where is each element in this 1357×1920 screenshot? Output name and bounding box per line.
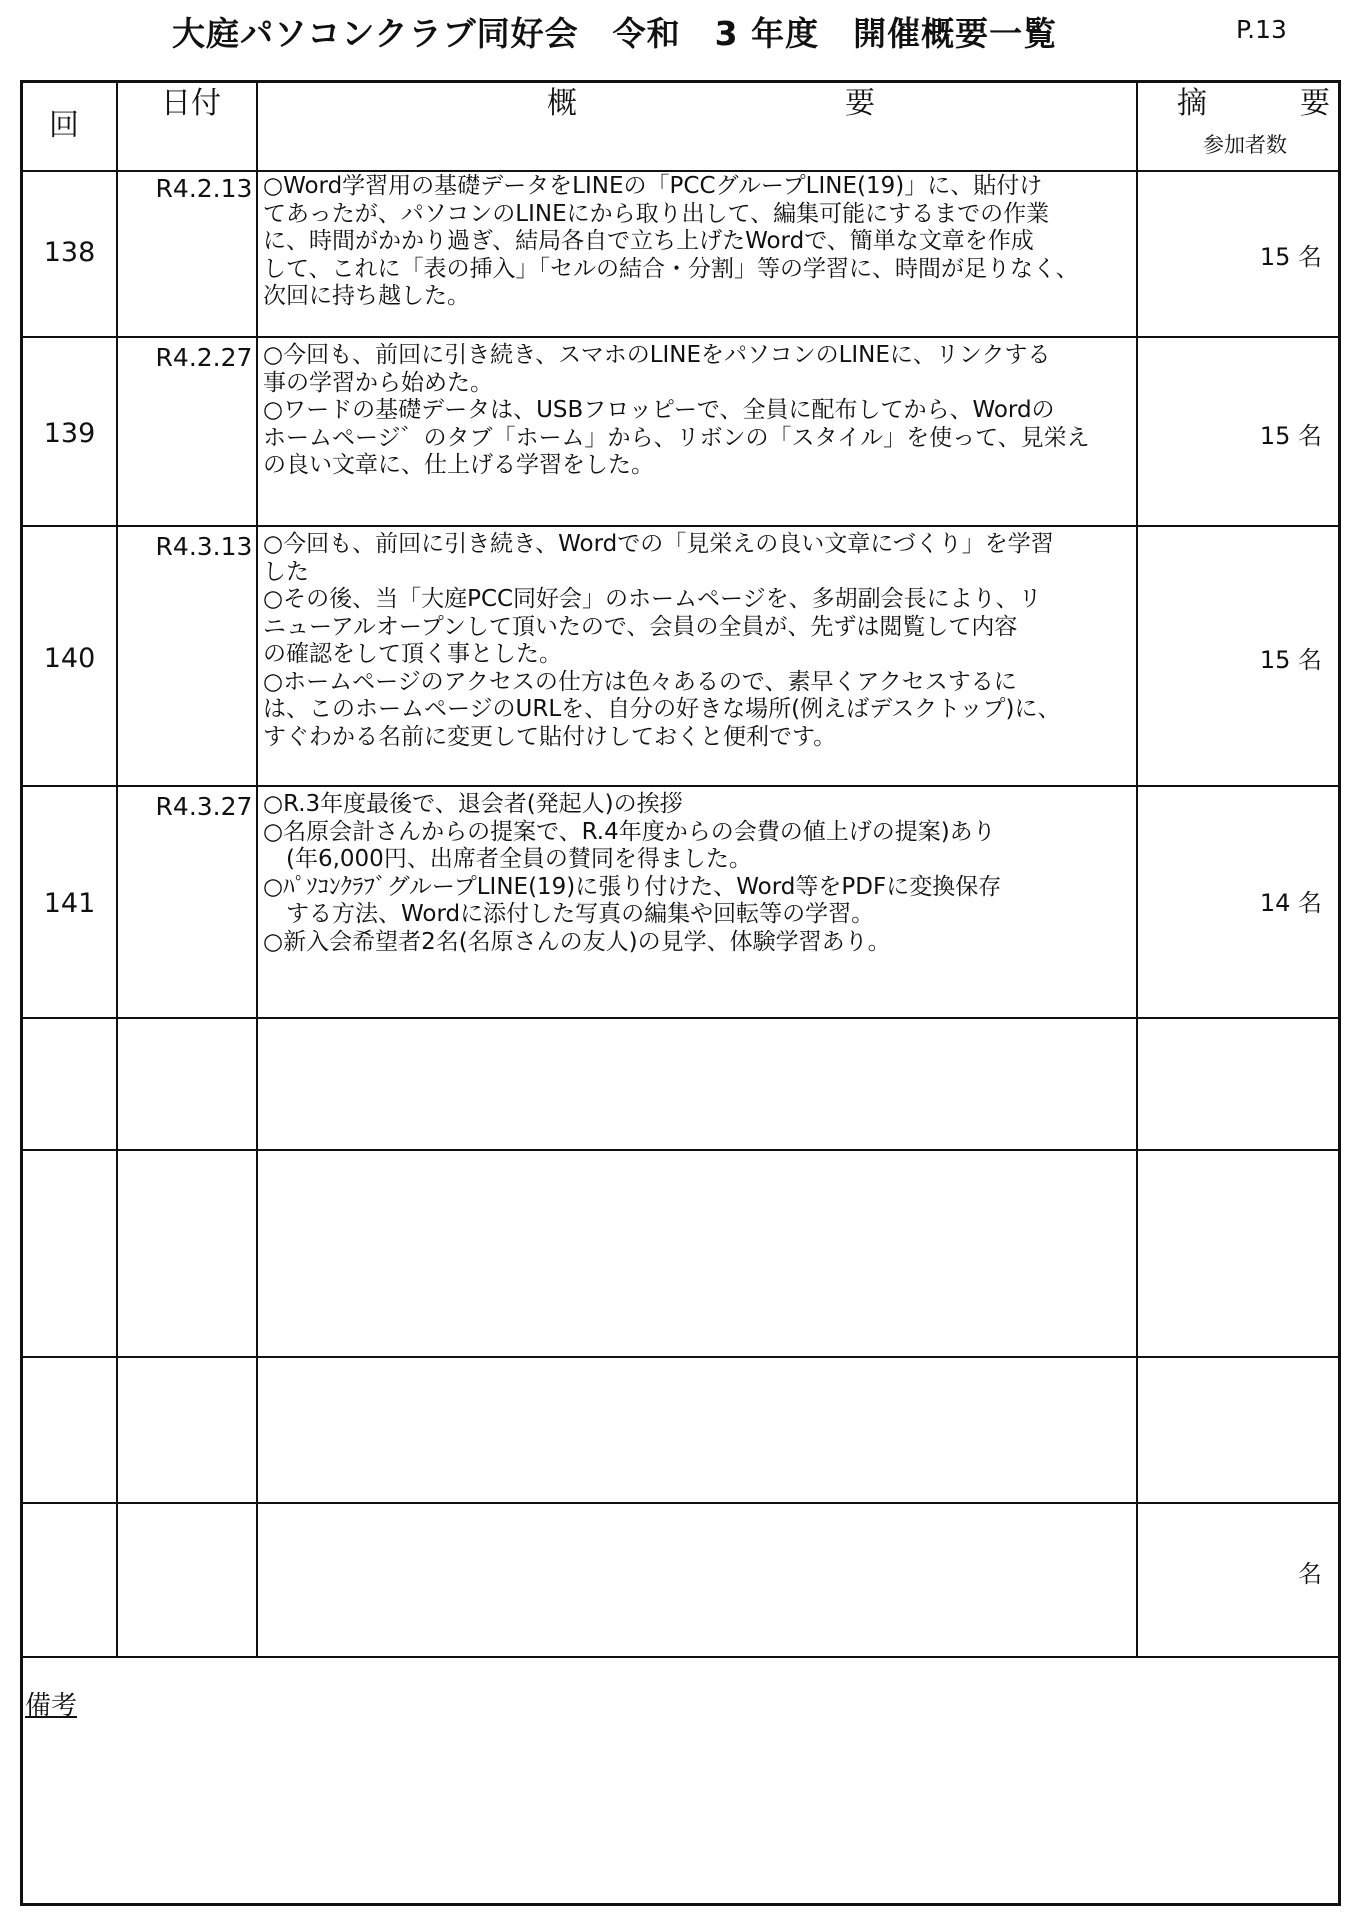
column-header-summary: 概: [547, 86, 577, 121]
page-number: P.13: [1236, 15, 1287, 44]
row-number: 141: [43, 888, 96, 919]
row-summary: ○R.3年度最後で、退会者(発起人)の挨拶 ○名原会計さんからの提案で、R.4年度からの会費の値上げの提案)あり (年6,000円、出席者全員の賛同を得ました。 ○ﾊﾟｿｺﾝｸﾗﾌﾞグループLINE(19)に張り付けた、Word等をPDFに変換保存 する方法、Wordに添付した写真の編集や回転等の学習。 ○新入会希望者2名(名原さんの友人)の見学、体験学習あり。: [263, 791, 1002, 955]
row-divider: [23, 1356, 1338, 1358]
row-attendance: 15 名: [1259, 646, 1322, 674]
row-number: 138: [43, 237, 96, 268]
row-summary: ○今回も、前回に引き続き、スマホのLINEをパソコンのLINEに、リンクする 事の学習から始めた。 ○ワードの基礎データは、USBフロッピーで、全員に配布してから、Wordの ホームページ゛のタブ「ホーム」から、リボンの「スタイル」を使って、見栄え の良い文章に、仕上げる学習をした。: [263, 342, 1090, 478]
row-divider: [23, 785, 1338, 787]
row-date: R4.2.27: [155, 343, 253, 372]
row-number: 139: [43, 418, 96, 449]
row-divider: [23, 525, 1338, 527]
row-divider: [23, 336, 1338, 338]
row-divider: [23, 1149, 1338, 1151]
column-divider: [116, 83, 118, 1656]
row-attendance-unit: 名: [1298, 1560, 1322, 1588]
column-header-remarks: 要: [1300, 86, 1330, 121]
column-divider: [256, 83, 258, 1656]
row-number: 140: [43, 643, 96, 674]
row-summary: ○Word学習用の基礎データをLINEの「PCCグループLINE(19)」に、貼付け てあったが、パソコンのLINEにから取り出して、編集可能にするまでの作業 に、時間がかかり過ぎ、結局各自で立ち上げたWordで、簡単な文章を作成 して、これに「表の挿入」「セルの結合・分割」等の学習に、時間が足りなく、 次回に持ち越した。: [263, 173, 1079, 309]
row-date: R4.2.13: [155, 174, 253, 203]
row-summary: ○今回も、前回に引き続き、Wordでの「見栄えの良い文章にづくり」を学習 した ○その後、当「大庭PCC同好会」のホームページを、多胡副会長により、リ ニューアルオープンして頂いたので、会員の全員が、先ずは閲覧して内容 の確認をして頂く事とした。 ○ホームページのアクセスの仕方は色々あるので、素早くアクセスするに は、このホームページのURLを、自分の好きな場所(例えばデスクトップ)に、 すぐわかる名前に変更して貼付けしておくと便利です。: [263, 531, 1061, 750]
document-title: 大庭パソコンクラブ同好会 令和 3 年度 開催概要一覧: [172, 14, 1058, 53]
row-attendance: 15 名: [1259, 243, 1322, 271]
column-header-summary: 要: [845, 86, 875, 121]
header-divider: [23, 170, 1338, 172]
row-attendance: 15 名: [1259, 422, 1322, 450]
row-divider: [23, 1502, 1338, 1504]
row-date: R4.3.13: [155, 532, 253, 561]
column-header-no: 回: [49, 108, 79, 143]
row-divider: [23, 1017, 1338, 1019]
column-header-remarks: 摘: [1177, 86, 1207, 121]
row-attendance: 14 名: [1259, 889, 1322, 917]
column-header-date: 日付: [161, 86, 221, 121]
remarks-divider: [23, 1656, 1338, 1658]
remarks-label: 備考: [25, 1691, 78, 1721]
summary-table: [20, 80, 1341, 1906]
column-header-attendance: 参加者数: [1203, 133, 1287, 157]
row-date: R4.3.27: [155, 792, 253, 821]
